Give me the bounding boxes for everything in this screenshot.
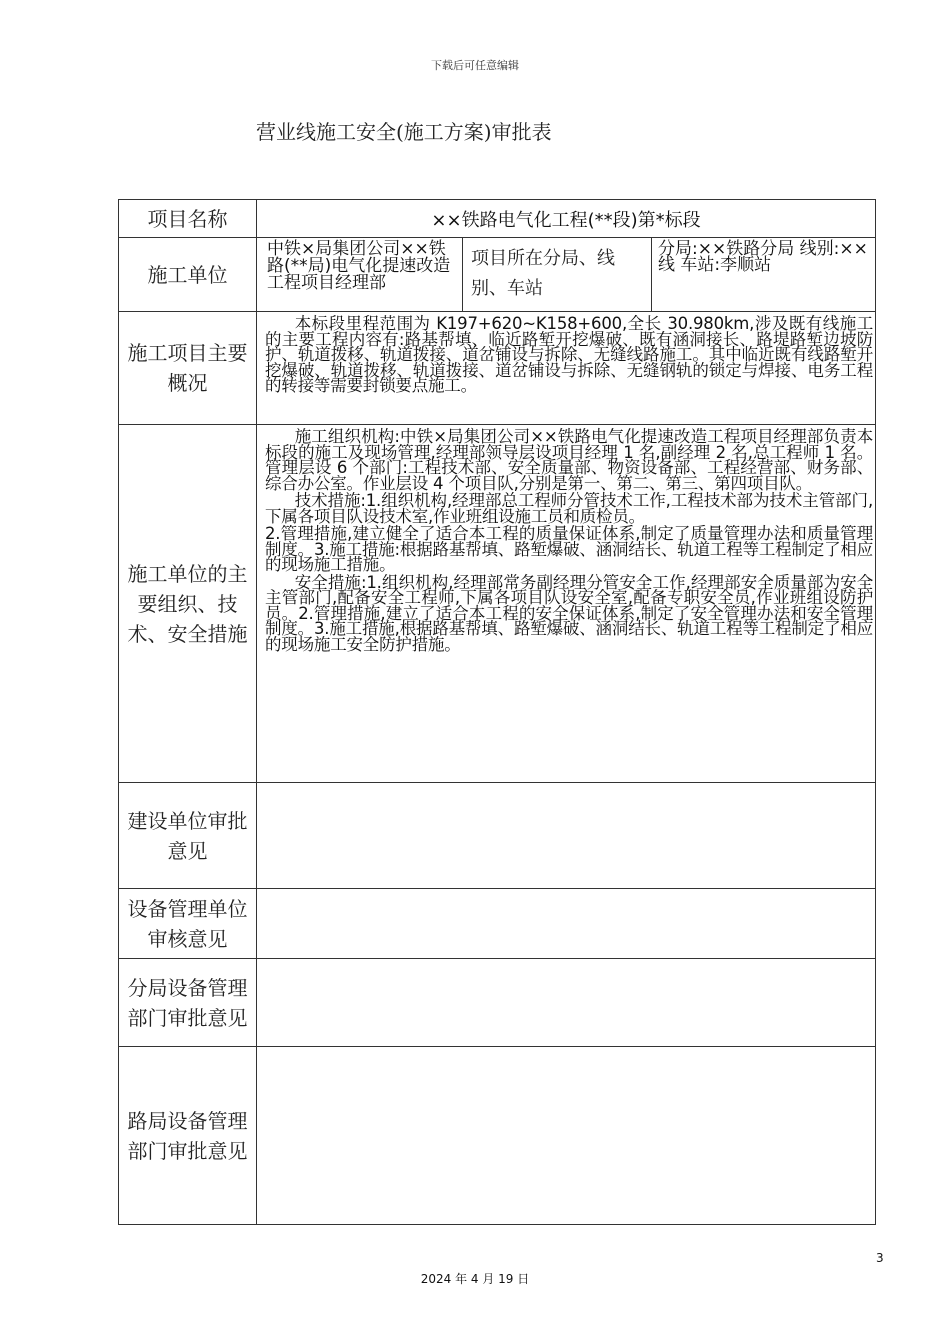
row-project-name <box>119 200 876 238</box>
row-builder-opinion <box>119 783 876 889</box>
label-contractor: 施工单位 <box>119 238 257 312</box>
value-equipment-opinion[interactable] <box>257 889 876 959</box>
value-project-name: ××铁路电气化工程(**段)第*标段 <box>257 200 876 238</box>
row-measures <box>119 425 876 783</box>
label-builder-opinion: 建设单位审批意见 <box>119 783 257 889</box>
label-bureau-opinion: 路局设备管理部门审批意见 <box>119 1047 257 1225</box>
value-branch-opinion[interactable] <box>257 959 876 1047</box>
row-contractor <box>119 238 876 312</box>
page-number: 3 <box>876 1251 884 1265</box>
value-overview <box>257 312 876 425</box>
label-location: 项目所在分局、线 别、车站 <box>463 238 652 312</box>
label-overview: 施工项目主要概况 <box>119 312 257 425</box>
value-builder-opinion[interactable] <box>257 783 876 889</box>
measures-management: 2.管理措施,建立健全了适合本工程的质量保证体系,制定了质量管理办法和质量管理制度。3.施工措施:根据路基帮填、路堑爆破、涵洞结长、轨道工程等工程制定了相应的现场施工措施。 <box>265 524 874 574</box>
overview-text: 本标段里程范围为 K197+620~K158+600,全长 30.980km,涉及既有线施工的主要工程内容有:路基帮填、临近路堑开挖爆破、既有涵洞接长、路堤路堑边坡防护、轨道拨移、轨道拨接、道岔铺设与拆除、无缝线路施工。其中临近既有线路堑开挖爆破、轨道拨移、轨道拨接、道岔铺设与拆除、无缝钢轨的锁定与焊接、电务工程的转接等需要封锁要点施工。 <box>265 314 874 395</box>
measures-safety: 安全措施:1.组织机构,经理部常务副经理分管安全工作,经理部安全质量部为安全主管部门,配备安全工程师,下属各项目队设安全室,配备专职安全员,作业班组设防护员。2.管理措施,建立了适合本工程的安全保证体系,制定了安全管理办法和安全管理制度。3.施工措施,根据路基帮填、路堑爆破、涵洞结长、轨道工程等工程制定了相应的现场施工安全防护措施。 <box>265 572 874 654</box>
measures-organization: 施工组织机构:中铁×局集团公司××铁路电气化提速改造工程项目经理部负责本标段的施工及现场管理,经理部领导层设项目经理 1 名,副经理 2 名,总工程师 1 名。管理层设 6 个部门:工程技术部、安全质量部、物资设备部、工程经营部、财务部、综合办公室。作业层设 4 个项目队,分别是第一、第二、第三、第四项目队。 <box>265 427 874 493</box>
approval-form-table <box>118 199 876 1225</box>
label-project-name: 项目名称 <box>119 200 257 238</box>
row-bureau-opinion <box>119 1047 876 1225</box>
value-measures <box>257 425 876 783</box>
value-bureau-opinion[interactable] <box>257 1047 876 1225</box>
row-branch-opinion <box>119 959 876 1047</box>
document-title: 营业线施工安全(施工方案)审批表 <box>256 120 552 144</box>
value-location: 分局:××铁路分局 线别:××线 车站:李顺站 <box>652 238 876 312</box>
label-equipment-opinion: 设备管理单位审核意见 <box>119 889 257 959</box>
value-contractor: 中铁×局集团公司××铁路(**局)电气化提速改造工程项目经理部 <box>257 238 463 312</box>
measures-technical: 技术措施:1.组织机构,经理部总工程师分管技术工作,工程技术部为技术主管部门,下属各项目队设技术室,作业班组设施工员和质检员。 <box>265 491 874 526</box>
label-branch-opinion: 分局设备管理部门审批意见 <box>119 959 257 1047</box>
page-header-note: 下载后可任意编辑 <box>431 59 519 72</box>
label-measures: 施工单位的主要组织、技术、安全措施 <box>119 425 257 783</box>
footer-date: 2024 年 4 月 19 日 <box>420 1272 530 1286</box>
row-equipment-opinion <box>119 889 876 959</box>
row-overview <box>119 312 876 425</box>
